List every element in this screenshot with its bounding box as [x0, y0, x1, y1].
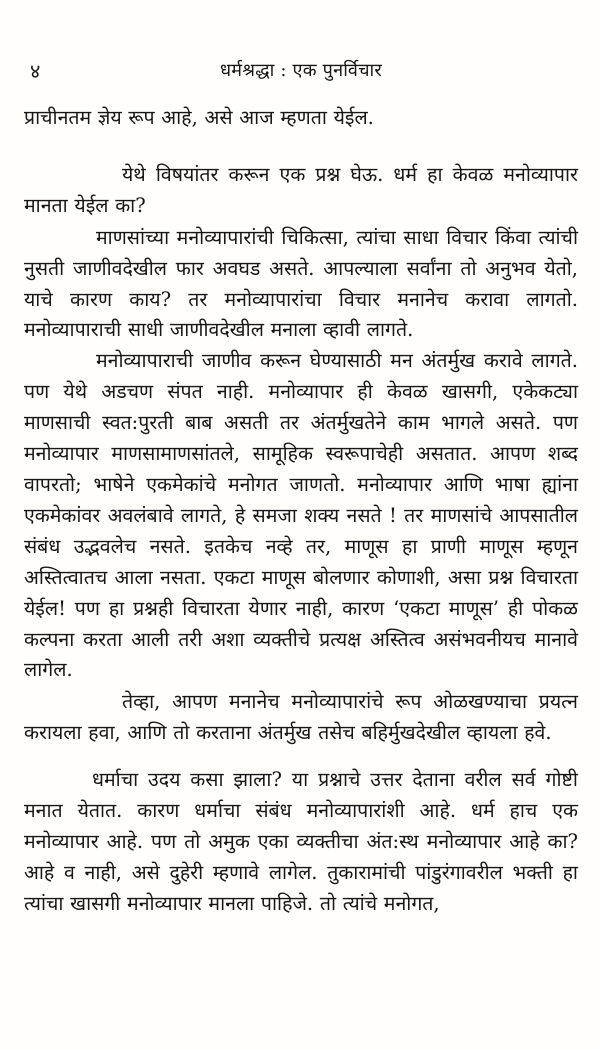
page-number: ४ [30, 59, 41, 83]
paragraph-1: प्राचीनतम ज्ञेय रूप आहे, असे आज म्हणता येईल. [24, 106, 374, 129]
running-header [24, 55, 578, 83]
paragraph-5: तेव्हा, आपण मनानेच मनोव्यापारांचे रूप ओळखण्याचा प्रयत्न करायला हवा, आणि तो करताना अंतर्मुख तसेच बहिर्मुखदेखील व्हायला हवे. [24, 690, 578, 745]
paragraph-3: माणसांच्या मनोव्यापारांची चिकित्सा, त्यांचा साधा विचार किंवा त्यांची नुसती जाणीवदेखील फार अवघड असते. आपल्याला सर्वांना तो अनुभव येतो, याचे कारण काय? तर मनोव्यापारांचा विचार मनानेच करावा लागतो. मनोव्यापाराची साधी जाणीवदेखील मनाला व्हावी लागते. [24, 225, 578, 342]
paragraph-4: मनोव्यापाराची जाणीव करून घेण्यासाठी मन अंतर्मुख करावे लागते. पण येथे अडचण संपत नाही. मनोव्यापार ही केवळ खासगी, एकेकट्या माणसाची स्वत:पुरती बाब असती तर अंतर्मुखतेने काम भागले असते. पण मनोव्यापार माणसामाणसांतले, सामूहिक स्वरूपाचेही असतात. आपण शब्द वापरतो; भाषेने एकमेकांचे मनोगत जाणतो. मनोव्यापार आणि भाषा ह्यांना एकमेकांवर अवलंबावे लागते, हे समजा शक्य नसते ! तर माणसांचे आपसातील संबंध उद्भवलेच नसते. इतकेच नव्हे तर, माणूस हा प्राणी माणूस म्हणून अस्तित्वातच आला नसता. एकटा माणूस बोलणार कोणाशी, असा प्रश्न विचारता येईल! पण हा प्रश्नही विचारता येणार नाही, कारण ‘एकटा माणूस’ ही पोकळ कल्पना करता आली तरी अशा व्यक्तीचे प्रत्यक्ष अस्तित्व असंभवनीयच मानावे लागेल. [24, 349, 578, 682]
body-text [24, 103, 578, 920]
header-title: धर्मश्रद्धा : एक पुनर्विचार [220, 60, 382, 81]
paragraph-2: येथे विषयांतर करून एक प्रश्न घेऊ. धर्म हा केवळ मनोव्यापार मानता येईल का? [24, 162, 578, 217]
paragraph-6: धर्माचा उदय कसा झाला? या प्रश्नाचे उत्तर देताना वरील सर्व गोष्टी मनात येतात. कारण धर्माचा संबंध मनोव्यापारांशी आहे. धर्म हाच एक मनोव्यापार आहे. पण तो अमुक एका व्यक्तीचा अंत:स्थ मनोव्यापार आहे का? आहे व नाही, असे दुहेरी म्हणावे लागेल. तुकारामांची पांडुरंगावरील भक्ती हा त्यांचा खासगी मनोव्यापार मानला पाहिजे. तो त्यांचे मनोगत, [24, 768, 578, 915]
